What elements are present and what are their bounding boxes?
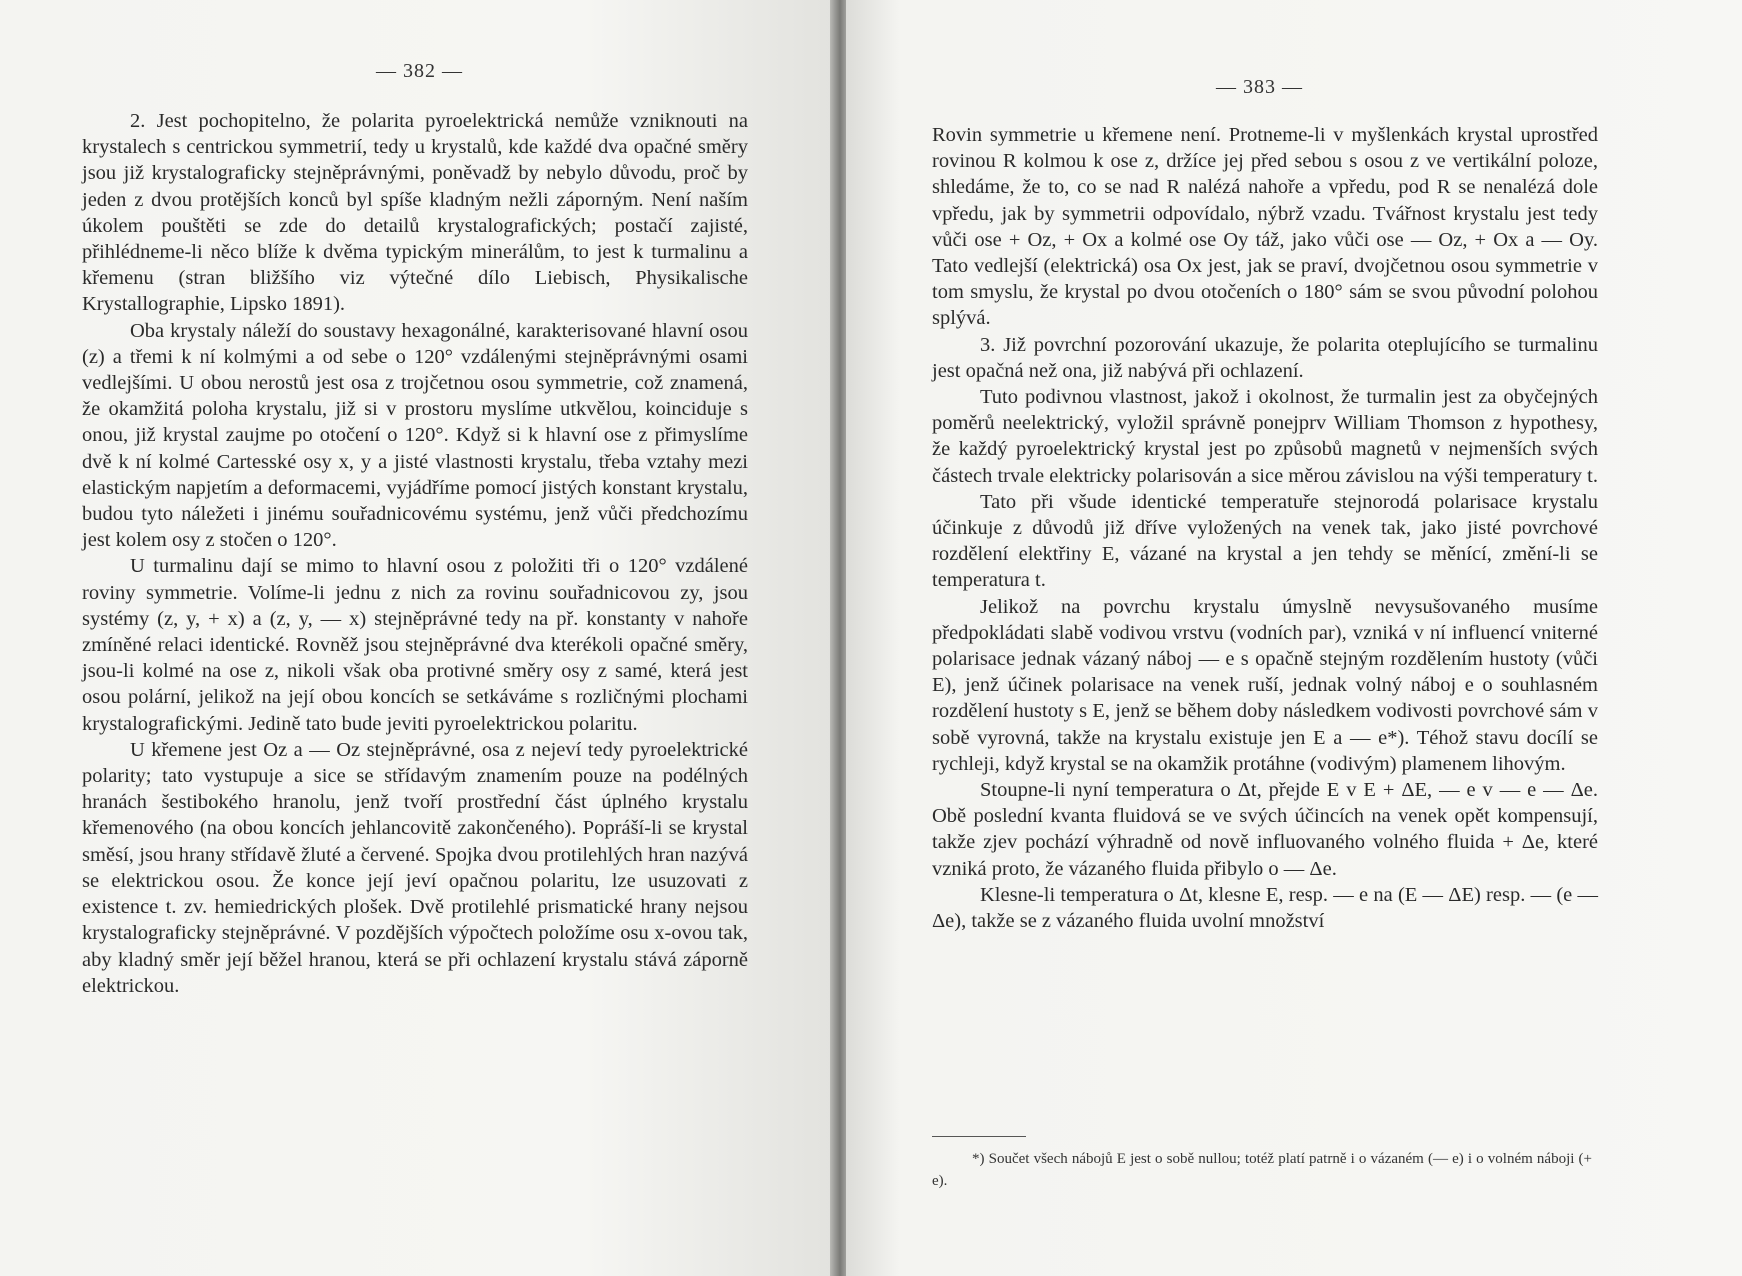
page-number-right: — 383 — (1216, 76, 1303, 98)
left-page-text (82, 108, 748, 999)
left-page (0, 0, 836, 1276)
paragraph: Klesne-li temperatura o Δt, klesne E, resp. — e na (E — ΔE) resp. — (e — Δe), takže se z vázaného fluida uvolní množství (932, 883, 1598, 933)
paragraph: U křemene jest Oz a — Oz stejněprávné, osa z nejeví tedy pyroelektrické polarity; tato vystupuje a sice se střídavým znamením pouze na podélných hranách šestibokého hranolu, jenž tvoří prostřední část úplného krystalu křemenového (na obou koncích jehlancovitě zakončeného). Popráší-li se krystal směsí, jsou hrany střídavě žluté a červené. Spojka dvou protilehlých hran nazývá se elektrickou osou. Že konce její jeví opačnou polaritu, lze usuzovati z existence t. zv. hemiedrických plošek. Dvě protilehlé prismatické hrany nejsou krystalograficky stejněprávné. V pozdějších výpočtech položíme osu x-ovou tak, aby kladný směr její běžel hranou, která se při ochlazení krystalu stává záporně elektrickou. (82, 738, 748, 997)
footnote-rule (932, 1136, 1026, 1137)
paragraph: Stoupne-li nyní temperatura o Δt, přejde E v E + ΔE, — e v — e — Δe. Obě poslední kvanta fluidová se ve svých účincích na venek opět kompensují, takže zjev pochází výhradně od nově influovaného volného fluida + Δe, které vzniká proto, že vázaného fluida přibylo o — Δe. (932, 779, 1598, 880)
paragraph: Tato při všude identické temperatuře stejnorodá polarisace krystalu účinkuje z důvodů již dříve vyložených na venek tak, jako jisté povrchové rozdělení elektřiny E, vázané na krystal a jen tehdy se měnící, změní-li se temperatura t. (932, 490, 1598, 592)
page-number-left: — 382 — (376, 60, 463, 82)
paragraph: Jelikož na povrchu krystalu úmyslně nevysušovaného musíme předpokládati slabě vodivou vrstvu (vodních par), vzniká v ní influencí vniterné polarisace jednak vázaný náboj — e s opačně stejným rozdělením hustoty (vůči E), jenž účinek polarisace na venek ruší, jednak volný náboj e o souhlasném rozdělení hustoty s E, jenž se během doby následkem vodivosti povrchové sám v sobě vyrovná, takže na krystalu existuje jen E a — e*). Téhož stavu docílí se rychleji, když krystal se na okamžik protáhne (vodivým) plamenem lihovým. (932, 595, 1598, 775)
right-page-text (932, 122, 1598, 934)
paragraph: 3. Již povrchní pozorování ukazuje, že polarita oteplujícího se turmalinu jest opačná než ona, již nabývá při ochlazení. (932, 333, 1598, 382)
paragraph: Rovin symmetrie u křemene není. Protneme-li v myšlenkách krystal uprostřed rovinou R kolmou k ose z, držíce jej před sebou s osou z ve vertikální poloze, shledáme, že to, co se nad R nalézá nahoře a vpředu, pod R se nenalézá dole vpředu, jak by symmetrii odpovídalo, nýbrž vzadu. Tvářnost krystalu jest tedy vůči ose + Oz, + Ox a kolmé ose Oy táž, jako vůči ose — Oz, + Ox a — Oy. Tato vedlejší (elektrická) osa Ox jest, jak se praví, dvojčetnou osou symmetrie v tom smyslu, že krystal po dvou otočeních o 180° sám se svou původní polohou splývá. (932, 124, 1598, 330)
right-page (846, 0, 1742, 1276)
paragraph: Tuto podivnou vlastnost, jakož i okolnost, že turmalin jest za obyčejných poměrů neelektrický, vyložil správně ponejprv William Thomson z hypothesy, že každý pyroelektrický krystal jest po způsobů magnetů v nejmenších svých částech trvale elektricky polarisován a sice měrou závislou na výši temperatury t. (932, 386, 1598, 487)
footnote: *) Součet všech nábojů E jest o sobě nullou; totéž platí patrně i o vázaném (— e) i o volném náboji (+ e). (932, 1151, 1592, 1189)
paragraph: U turmalinu dají se mimo to hlavní osou z položiti tři o 120° vzdálené roviny symmetrie. Volíme-li jednu z nich za rovinu souřadnicovou zy, jsou systémy (z, y, + x) a (z, y, — x) stejněprávné tedy na př. konstanty v nahoře zmíněné relaci identické. Rovněž jsou stejněprávné dva kterékoli opačné směry, jsou-li kolmé na ose z, nikoli však oba protivné směry osy z samé, která jest osou polární, jelikož na její obou koncích se setkáváme s rozličnými plochami krystalografickými. Jedině tato bude jeviti pyroelektrickou polaritu. (82, 555, 748, 735)
paragraph: Oba krystaly náleží do soustavy hexagonálné, karakterisované hlavní osou (z) a třemi k ní kolmými a od sebe o 120° vzdálenými stejněprávnými osami vedlejšími. U obou nerostů jest osa z trojčetnou osou symmetrie, což znamená, že okamžitá poloha krystalu, již si v prostoru myslíme utkvělou, koinciduje s onou, již krystal zaujme po otočení o 120°. Když si k hlavní ose z přimyslíme dvě k ní kolmé Cartesské osy x, y a jisté vlastnosti krystalu, třeba vztahy mezi elastickým napjetím a deformacemi, vyjádříme pomocí jistých konstant krystalu, budou tyto náležeti i jinému souřadnicovému systému, jenž vůči předchozímu jest kolem osy z stočen o 120°. (82, 319, 748, 552)
paragraph: 2. Jest pochopitelno, že polarita pyroelektrická nemůže vzniknouti na krystalech s centrickou symmetrií, tedy u krystalů, kde každé dva opačné směry jsou již krystalograficky stejněprávnými, poněvadž by nebylo důvodu, proč by jeden z dvou protějších konců byl spíše kladným nežli záporným. Není naším úkolem pouštěti se zde do detailů krystalografických; postačí zajisté, přihlédneme-li něco blíže k dvěma typickým minerálům, to jest k turmalinu a křemenu (stran bližšího viz výtečné dílo Liebisch, Physikalische Krystallographie, Lipsko 1891). (82, 110, 748, 316)
